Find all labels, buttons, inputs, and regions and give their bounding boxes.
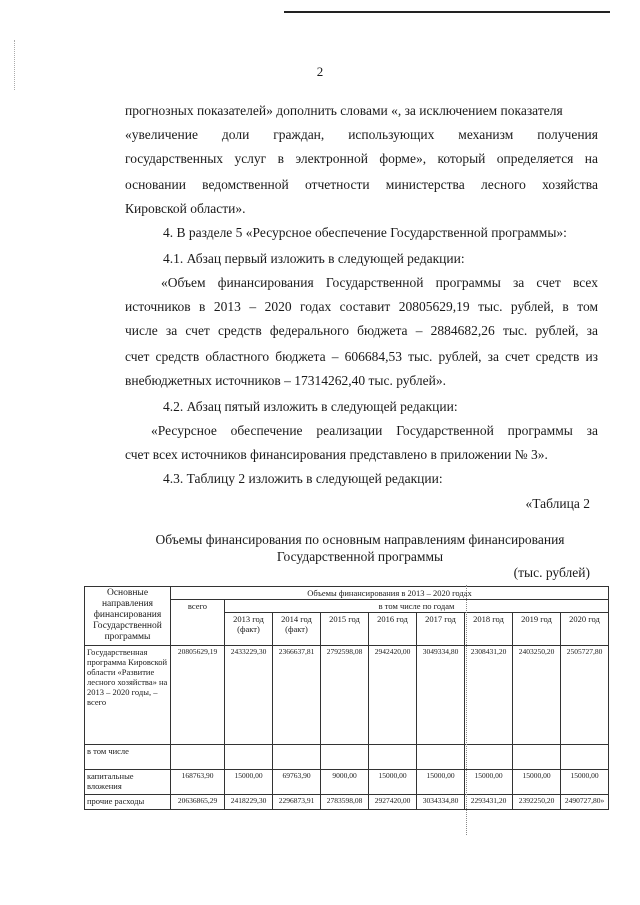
cell-value: 2490727,80» bbox=[561, 795, 609, 810]
cell-value bbox=[171, 745, 225, 770]
paragraph-line: государственных услуг в электронной форме», который определяется на bbox=[125, 151, 598, 166]
header-main: Основные направления финансирования Государственной программы bbox=[85, 587, 171, 646]
header-year: 2016 год bbox=[369, 613, 417, 646]
table-row bbox=[85, 795, 609, 810]
cell-value: 15000,00 bbox=[513, 770, 561, 795]
paragraph-line: источников в 2013 – 2020 годах составит 20805629,19 тыс. рублей, в том bbox=[125, 299, 598, 314]
cell-value: 2792598,08 bbox=[321, 646, 369, 745]
table-title-line: Объемы финансирования по основным направлениям финансирования bbox=[155, 532, 565, 547]
paragraph-line: «увеличение доли граждан, использующих механизм получения bbox=[125, 127, 598, 142]
cell-value: 2366637,81 bbox=[273, 646, 321, 745]
cell-value bbox=[465, 745, 513, 770]
cell-value: 15000,00 bbox=[369, 770, 417, 795]
cell-value: 2418229,30 bbox=[225, 795, 273, 810]
cell-value: 2403250,20 bbox=[513, 646, 561, 745]
paragraph-line: числе за счет средств федерального бюджета – 2884682,26 тыс. рублей, за bbox=[125, 323, 598, 338]
row-label: прочие расходы bbox=[85, 795, 171, 810]
cell-value bbox=[513, 745, 561, 770]
paragraph-line: «Ресурсное обеспечение реализации Государственной программы за bbox=[151, 423, 598, 438]
row-label: Государственная программа Кировской области «Развитие лесного хозяйства» на 2013 – 2020 годы, – всего bbox=[85, 646, 171, 745]
cell-value: 2783598,08 bbox=[321, 795, 369, 810]
header-year: 2013 год (факт) bbox=[225, 613, 273, 646]
paragraph-line: счет всех источников финансирования представлено в приложении № 3». bbox=[125, 447, 548, 462]
cell-value: 20636865,29 bbox=[171, 795, 225, 810]
cell-value bbox=[561, 745, 609, 770]
cell-value: 2505727,80 bbox=[561, 646, 609, 745]
header-year: 2018 год bbox=[465, 613, 513, 646]
row-label: в том числе bbox=[85, 745, 171, 770]
paragraph-line: прогнозных показателей» дополнить словами «, за исключением показателя bbox=[125, 103, 563, 118]
row-label: капитальные вложения bbox=[85, 770, 171, 795]
paragraph-line: Кировской области». bbox=[125, 201, 246, 216]
cell-value: 15000,00 bbox=[465, 770, 513, 795]
cell-value: 15000,00 bbox=[561, 770, 609, 795]
scan-artifact-line bbox=[466, 585, 467, 835]
cell-value: 2927420,00 bbox=[369, 795, 417, 810]
cell-value: 168763,90 bbox=[171, 770, 225, 795]
paragraph-line: «Объем финансирования Государственной программы за счет всех bbox=[161, 275, 598, 290]
header-total: всего bbox=[171, 600, 225, 646]
header-year: 2017 год bbox=[417, 613, 465, 646]
cell-value: 3049334,80 bbox=[417, 646, 465, 745]
table-row bbox=[85, 646, 609, 745]
cell-value bbox=[273, 745, 321, 770]
cell-value: 15000,00 bbox=[417, 770, 465, 795]
header-year: 2015 год bbox=[321, 613, 369, 646]
paragraph-line: счет средств областного бюджета – 606684,53 тыс. рублей, за счет средств из bbox=[125, 349, 598, 364]
paragraph-line: основании ведомственной отчетности министерства лесного хозяйства bbox=[125, 177, 598, 192]
header-years-group: в том числе по годам bbox=[225, 600, 609, 613]
header-rule bbox=[284, 11, 610, 13]
cell-value: 2433229,30 bbox=[225, 646, 273, 745]
page-number: 2 bbox=[316, 64, 324, 79]
cell-value bbox=[417, 745, 465, 770]
paragraph-line: внебюджетных источников – 17314262,40 тыс. рублей». bbox=[125, 373, 446, 388]
table-label: «Таблица 2 bbox=[525, 496, 590, 511]
cell-value: 20805629,19 bbox=[171, 646, 225, 745]
paragraph-line: 4.3. Таблицу 2 изложить в следующей редакции: bbox=[163, 471, 443, 486]
paragraph-line: 4. В разделе 5 «Ресурсное обеспечение Государственной программы»: bbox=[163, 225, 567, 240]
cell-value bbox=[321, 745, 369, 770]
paragraph-line: 4.1. Абзац первый изложить в следующей редакции: bbox=[163, 251, 465, 266]
header-year: 2020 год bbox=[561, 613, 609, 646]
table-row bbox=[85, 770, 609, 795]
cell-value: 15000,00 bbox=[225, 770, 273, 795]
paragraph-line: 4.2. Абзац пятый изложить в следующей редакции: bbox=[163, 399, 458, 414]
header-year: 2014 год (факт) bbox=[273, 613, 321, 646]
units-label: (тыс. рублей) bbox=[513, 565, 590, 580]
header-year: 2019 год bbox=[513, 613, 561, 646]
cell-value: 2293431,20 bbox=[465, 795, 513, 810]
cell-value bbox=[225, 745, 273, 770]
cell-value: 69763,90 bbox=[273, 770, 321, 795]
table-title bbox=[120, 531, 600, 565]
table-row bbox=[85, 745, 609, 770]
financing-table bbox=[84, 586, 609, 810]
cell-value: 2296873,91 bbox=[273, 795, 321, 810]
cell-value: 2392250,20 bbox=[513, 795, 561, 810]
cell-value: 2942420,00 bbox=[369, 646, 417, 745]
header-group: Объемы финансирования в 2013 – 2020 годах bbox=[171, 587, 609, 600]
cell-value: 3034334,80 bbox=[417, 795, 465, 810]
cell-value bbox=[369, 745, 417, 770]
table-title-line: Государственной программы bbox=[276, 549, 444, 564]
cell-value: 9000,00 bbox=[321, 770, 369, 795]
cell-value: 2308431,20 bbox=[465, 646, 513, 745]
